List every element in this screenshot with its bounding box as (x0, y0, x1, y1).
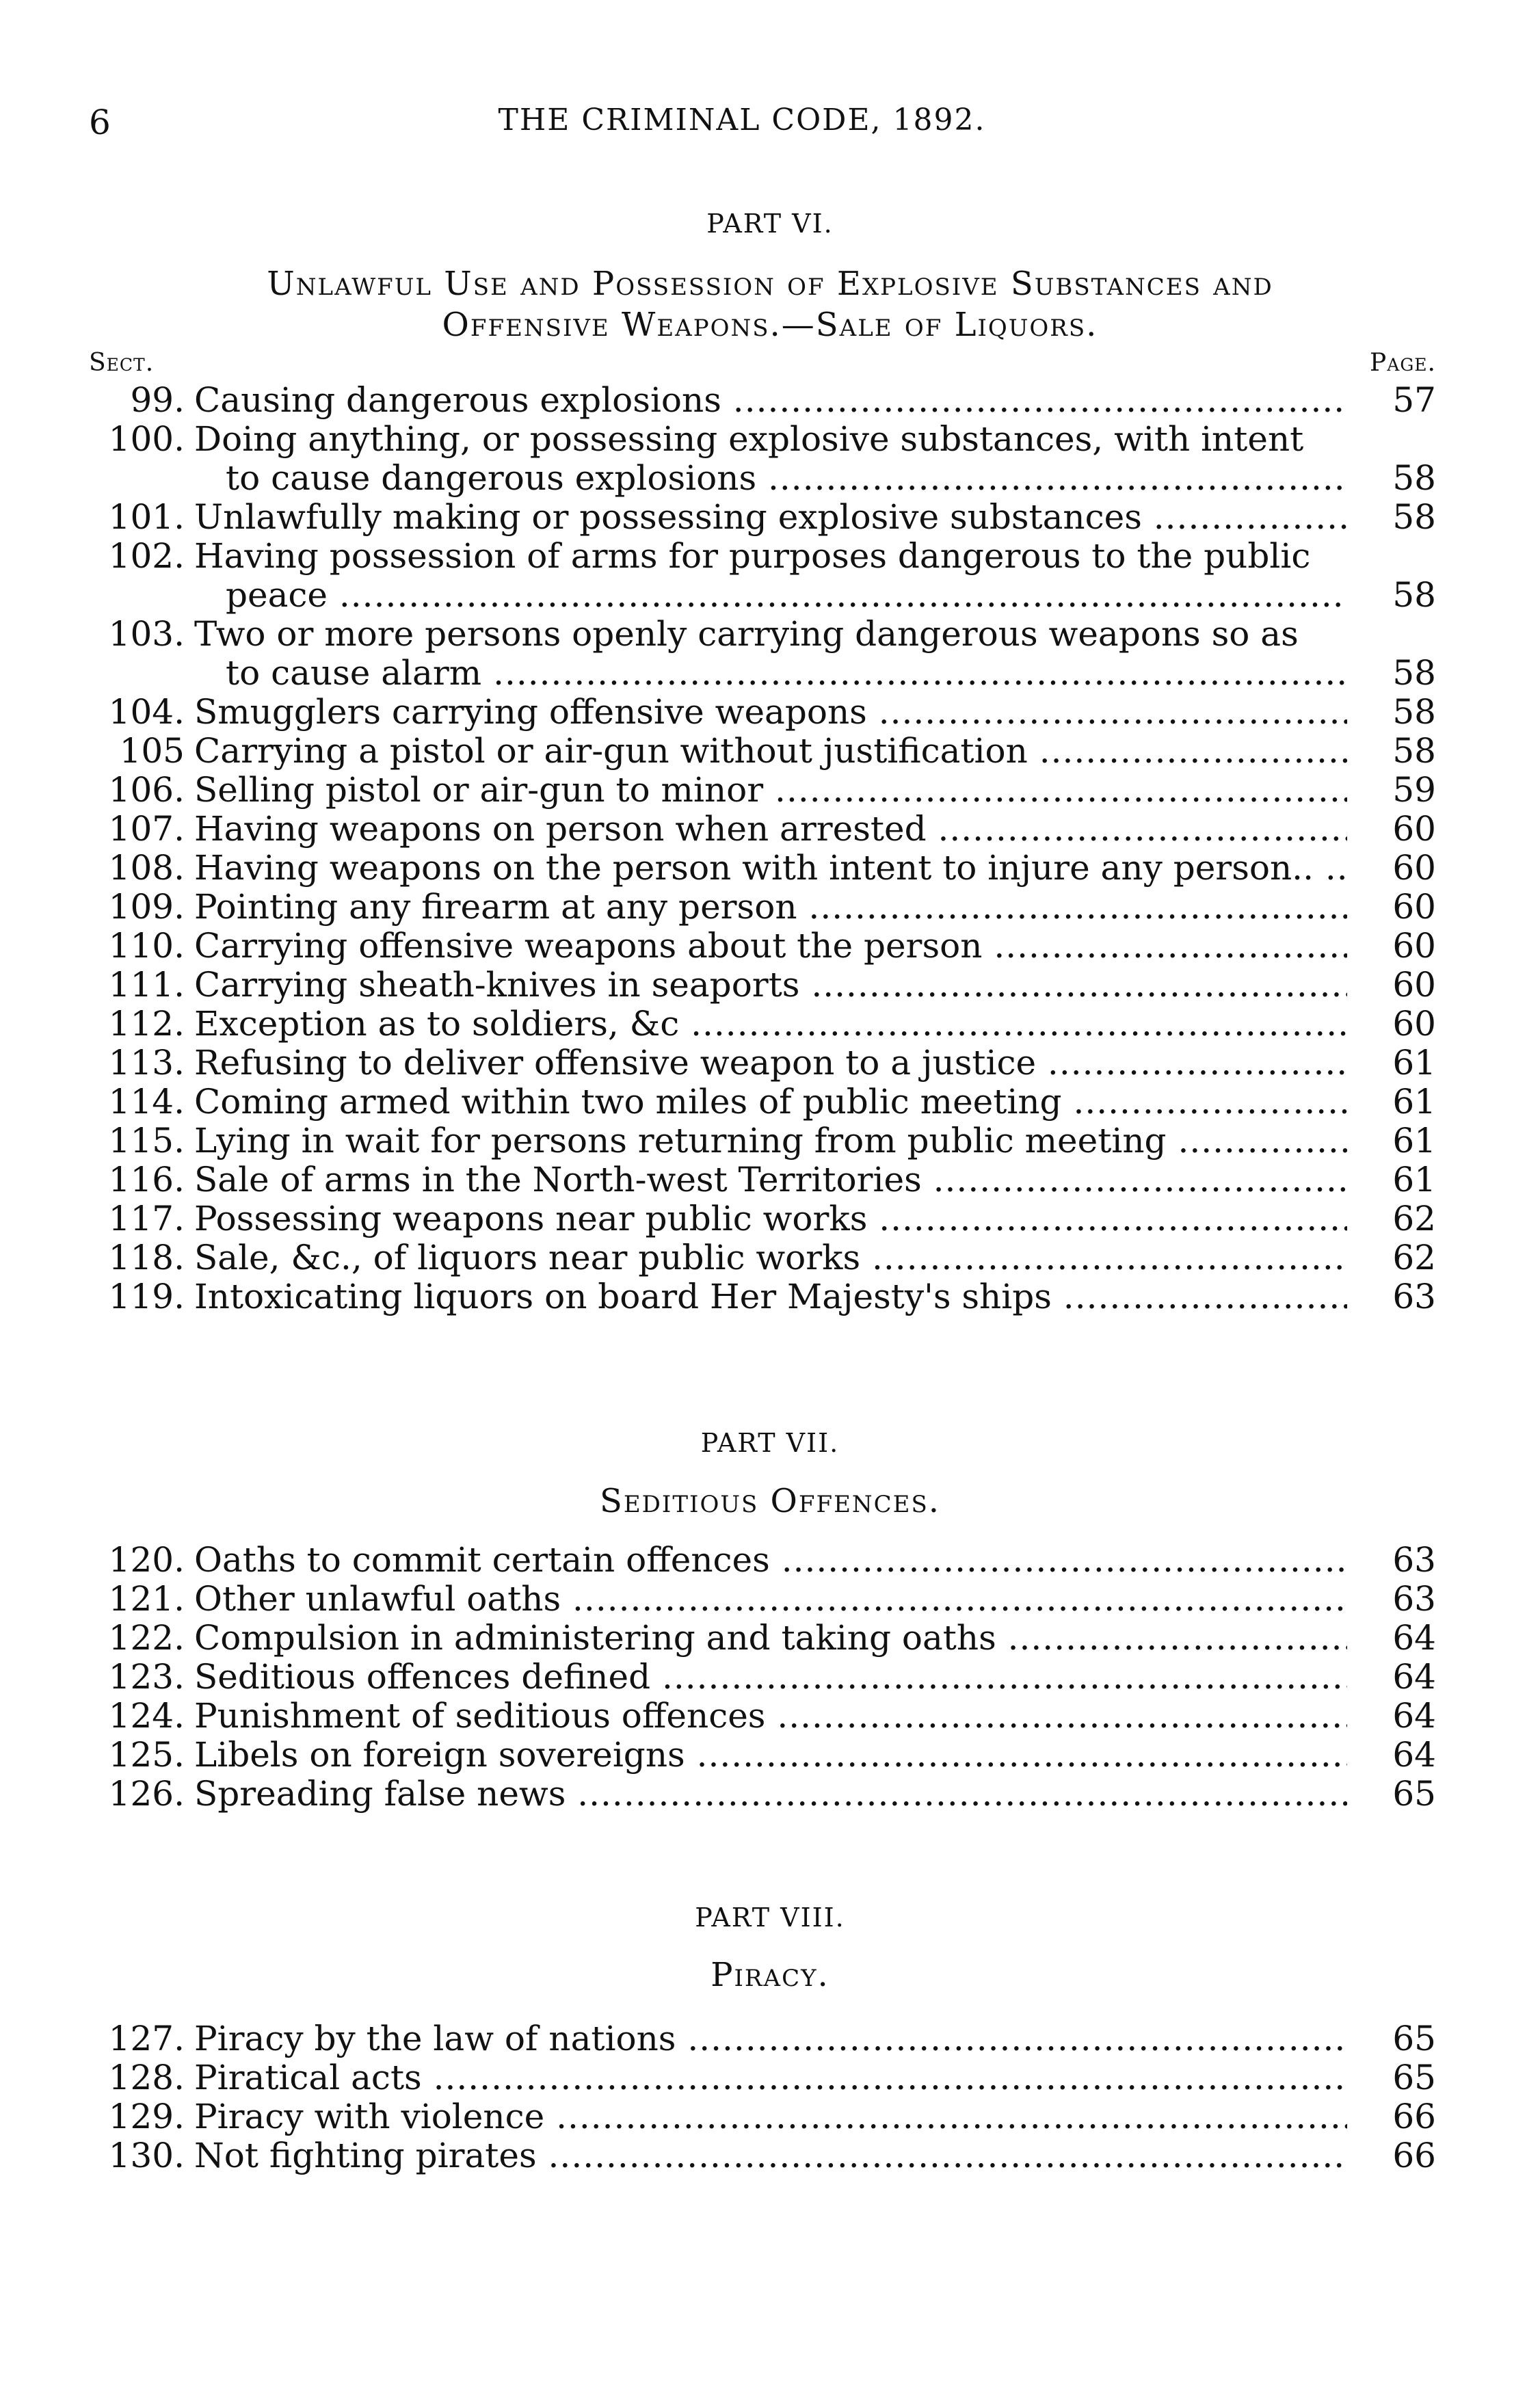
section-number: 105 (119, 731, 185, 771)
section-number: 107. (108, 809, 185, 849)
page-reference: 60 (1392, 887, 1436, 927)
part-vi-heading-line2: Offensive Weapons.—Sale of Liquors. (442, 306, 1098, 344)
toc-entry (89, 1238, 1436, 1277)
entry-title: Smugglers carrying offensive weapons ..... (194, 693, 1347, 732)
section-number: 102. (108, 536, 185, 576)
toc-entry (89, 927, 1436, 966)
section-number: 104. (108, 692, 185, 732)
toc-entry (89, 2136, 1436, 2175)
page-reference: 63 (1392, 1540, 1436, 1580)
entry-title: Doing anything, or possessing explosive substances, with intent (194, 420, 1304, 459)
part-vii-heading: Seditious Offences. (599, 1482, 941, 1520)
page-reference: 65 (1392, 2058, 1436, 2097)
toc-entry (89, 2058, 1436, 2097)
toc-entry (89, 732, 1436, 771)
part-viii-label: PART VIII. (695, 1903, 845, 1933)
entry-title: Causing dangerous explosions ..... (194, 381, 1347, 420)
section-column-heading: Sect. (89, 349, 155, 377)
toc-entry (89, 1122, 1436, 1161)
part-vi-contents (89, 381, 1436, 1316)
page-column-heading: Page. (1370, 349, 1436, 377)
part-vi-label: PART VI. (706, 209, 834, 239)
entry-title: Punishment of seditious offences ..... (194, 1697, 1347, 1736)
entry-title: Pointing any firearm at any person ..... (194, 888, 1347, 927)
section-number: 106. (108, 770, 185, 810)
section-number: 123. (108, 1657, 185, 1697)
page-reference: 61 (1392, 1160, 1436, 1199)
toc-entry (89, 849, 1436, 888)
page-reference: 58 (1392, 575, 1436, 615)
toc-entry (89, 2019, 1436, 2058)
entry-title: Possessing weapons near public works ..... (194, 1199, 1347, 1238)
page-reference: 64 (1392, 1657, 1436, 1697)
entry-title: Unlawfully making or possessing explosive substances ..... (194, 498, 1347, 537)
section-number: 101. (108, 497, 185, 537)
toc-entry (89, 1083, 1436, 1122)
entry-title: Sale, &c., of liquors near public works ..... (194, 1238, 1347, 1277)
page-reference: 60 (1392, 1004, 1436, 1044)
toc-entry (89, 1658, 1436, 1697)
toc-entry (89, 615, 1436, 693)
section-number: 103. (108, 614, 185, 654)
entry-title: Piracy by the law of nations ..... (194, 2019, 1347, 2058)
section-number: 113. (108, 1043, 185, 1083)
page-reference: 60 (1392, 848, 1436, 888)
running-head (89, 103, 1395, 150)
section-number: 112. (108, 1004, 185, 1044)
column-headings (89, 349, 1436, 383)
page-reference: 66 (1392, 2097, 1436, 2136)
entry-title: Coming armed within two miles of public meeting ..... (194, 1083, 1347, 1122)
entry-title: Oaths to commit certain offences ..... (194, 1541, 1347, 1580)
toc-entry (89, 1580, 1436, 1619)
entry-title: Piratical acts ..... (194, 2058, 1347, 2097)
section-number: 114. (108, 1082, 185, 1122)
entry-title: Two or more persons openly carrying dangerous weapons so as (194, 615, 1299, 654)
page-reference: 58 (1392, 458, 1436, 498)
toc-entry (89, 2097, 1436, 2136)
section-number: 100. (108, 419, 185, 459)
page-reference: 57 (1392, 380, 1436, 420)
toc-entry (89, 1736, 1436, 1775)
section-number: 116. (108, 1160, 185, 1199)
entry-title: Carrying offensive weapons about the person ..... (194, 927, 1347, 966)
toc-entry (89, 1541, 1436, 1580)
entry-title: Refusing to deliver offensive weapon to a justice ..... (194, 1044, 1347, 1083)
page-reference: 60 (1392, 926, 1436, 966)
toc-entry (89, 966, 1436, 1005)
toc-entry (89, 1775, 1436, 1814)
toc-entry (89, 771, 1436, 810)
section-number: 122. (108, 1618, 185, 1658)
entry-title: Having possession of arms for purposes dangerous to the public (194, 537, 1311, 576)
entry-title: Exception as to soldiers, &c ..... (194, 1005, 1347, 1044)
section-number: 130. (108, 2136, 185, 2175)
entry-title: Sale of arms in the North-west Territories ..... (194, 1161, 1347, 1199)
toc-entry (89, 1005, 1436, 1044)
entry-title: Other unlawful oaths ..... (194, 1580, 1347, 1619)
section-number: 129. (108, 2097, 185, 2136)
section-number: 99. (130, 380, 185, 420)
section-number: 111. (108, 965, 185, 1005)
page-reference: 64 (1392, 1696, 1436, 1736)
entry-title: Carrying sheath-knives in seaports ..... (194, 966, 1347, 1005)
entry-title-continued: peace ..... (226, 576, 1347, 615)
entry-title: Carrying a pistol or air-gun without justification ..... (194, 732, 1347, 771)
entry-title: Piracy with violence ..... (194, 2097, 1347, 2136)
page-reference: 59 (1392, 770, 1436, 810)
entry-title-continued: to cause alarm ..... (226, 654, 1347, 693)
page-reference: 61 (1392, 1121, 1436, 1161)
page-reference: 65 (1392, 1774, 1436, 1814)
page-reference: 66 (1392, 2136, 1436, 2175)
toc-entry (89, 381, 1436, 420)
page-reference: 64 (1392, 1735, 1436, 1775)
page-reference: 62 (1392, 1199, 1436, 1238)
page-reference: 62 (1392, 1238, 1436, 1277)
page-reference: 58 (1392, 497, 1436, 537)
section-number: 118. (108, 1238, 185, 1277)
page-reference: 61 (1392, 1082, 1436, 1122)
toc-entry (89, 693, 1436, 732)
page-number: 6 (89, 103, 111, 142)
entry-title: Selling pistol or air-gun to minor ..... (194, 771, 1347, 810)
entry-title: Lying in wait for persons returning from public meeting ..... (194, 1122, 1347, 1161)
toc-entry (89, 810, 1436, 849)
entry-title-continued: to cause dangerous explosions ..... (226, 459, 1347, 498)
toc-entry (89, 420, 1436, 498)
toc-entry (89, 1199, 1436, 1238)
section-number: 127. (108, 2019, 185, 2058)
section-number: 125. (108, 1735, 185, 1775)
entry-title: Having weapons on person when arrested ..... (194, 810, 1347, 849)
entry-title: Compulsion in administering and taking oaths ..... (194, 1619, 1347, 1658)
section-number: 108. (108, 848, 185, 888)
section-number: 119. (108, 1277, 185, 1316)
page-reference: 64 (1392, 1618, 1436, 1658)
toc-entry (89, 537, 1436, 615)
section-number: 117. (108, 1199, 185, 1238)
page-reference: 58 (1392, 692, 1436, 732)
entry-title: Spreading false news ..... (194, 1775, 1347, 1814)
part-vii-label: PART VII. (700, 1428, 840, 1458)
page-reference: 63 (1392, 1579, 1436, 1619)
part-vi-heading-line1: Unlawful Use and Possession of Explosive Substances and (267, 265, 1273, 303)
toc-entry (89, 1697, 1436, 1736)
section-number: 126. (108, 1774, 185, 1814)
page-reference: 63 (1392, 1277, 1436, 1316)
toc-entry (89, 888, 1436, 927)
page-reference: 65 (1392, 2019, 1436, 2058)
entry-title: Seditious offences defined ..... (194, 1658, 1347, 1697)
part-viii-heading: Piracy. (711, 1956, 829, 1994)
section-number: 121. (108, 1579, 185, 1619)
entry-title: Not fighting pirates ..... (194, 2136, 1347, 2175)
toc-entry (89, 1619, 1436, 1658)
page-reference: 58 (1392, 731, 1436, 771)
entry-title: Having weapons on the person with intent to injure any person.. ..... (194, 849, 1347, 888)
book-title: THE CRIMINAL CODE, 1892. (498, 103, 986, 137)
part-vii-contents (89, 1541, 1436, 1814)
section-number: 124. (108, 1696, 185, 1736)
section-number: 115. (108, 1121, 185, 1161)
part-viii-contents (89, 2019, 1436, 2175)
page-reference: 61 (1392, 1043, 1436, 1083)
page-reference: 58 (1392, 653, 1436, 693)
page-reference: 60 (1392, 965, 1436, 1005)
entry-title: Libels on foreign sovereigns ..... (194, 1736, 1347, 1775)
section-number: 128. (108, 2058, 185, 2097)
section-number: 120. (108, 1540, 185, 1580)
toc-entry (89, 1161, 1436, 1199)
page-reference: 60 (1392, 809, 1436, 849)
toc-entry (89, 498, 1436, 537)
section-number: 110. (108, 926, 185, 966)
toc-entry (89, 1277, 1436, 1316)
toc-entry (89, 1044, 1436, 1083)
entry-title: Intoxicating liquors on board Her Majesty's ships ..... (194, 1277, 1347, 1316)
section-number: 109. (108, 887, 185, 927)
